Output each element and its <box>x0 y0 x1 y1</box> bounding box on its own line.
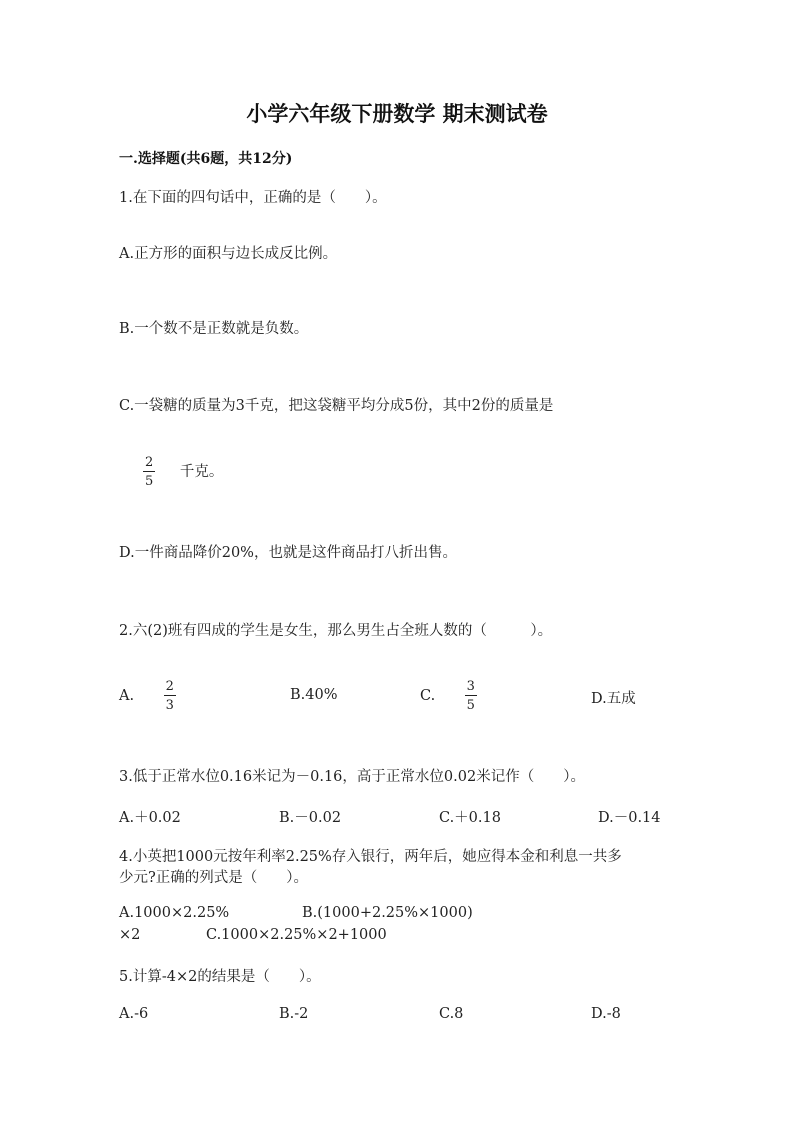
question-4-option-b: B.(1000+2.25%×1000) <box>302 905 473 921</box>
question-5-option-d: D.-8 <box>591 1006 621 1022</box>
question-3-option-c: C.＋0.18 <box>439 810 501 826</box>
fraction-denominator: 5 <box>466 698 475 713</box>
question-5-option-c: C.8 <box>439 1006 464 1022</box>
question-1-option-c-fraction-line <box>143 456 223 488</box>
fraction <box>164 680 176 712</box>
fraction <box>143 456 155 488</box>
question-3-option-a: A.＋0.02 <box>119 810 181 826</box>
option-label: A. <box>119 688 135 704</box>
question-4-option-b-continued: ×2 <box>119 927 141 943</box>
question-1-option-c-unit: 千克。 <box>179 464 224 480</box>
option-label: C. <box>420 688 436 704</box>
question-3-option-b: B.－0.02 <box>279 810 342 826</box>
question-1-option-b: B.一个数不是正数就是负数。 <box>119 321 309 337</box>
fraction <box>465 680 477 712</box>
question-3-stem: 3.低于正常水位0.16米记为－0.16，高于正常水位0.02米记作（ ）。 <box>119 769 585 785</box>
question-1-stem: 1.在下面的四句话中，正确的是（ ）。 <box>119 190 387 206</box>
question-5-option-a: A.-6 <box>119 1006 149 1022</box>
question-2-option-a <box>119 680 176 712</box>
question-2-stem: 2.六(2)班有四成的学生是女生，那么男生占全班人数的（ ）。 <box>119 623 553 639</box>
fraction-numerator: 2 <box>145 455 154 470</box>
question-3-option-d: D.－0.14 <box>598 810 661 826</box>
question-5-stem: 5.计算-4×2的结果是（ ）。 <box>119 969 321 985</box>
question-4-stem-line-2: 少元?正确的列式是（ ）。 <box>119 870 309 886</box>
fraction-numerator: 2 <box>165 679 174 694</box>
question-2-option-b: B.40% <box>290 687 338 703</box>
question-1-option-a: A.正方形的面积与边长成反比例。 <box>119 246 338 262</box>
question-5-option-b: B.-2 <box>279 1006 309 1022</box>
fraction-numerator: 3 <box>466 679 475 694</box>
question-4-option-c: C.1000×2.25%×2+1000 <box>206 927 387 943</box>
section-heading: 一.选择题(共6题，共12分) <box>119 151 293 167</box>
fraction-denominator: 5 <box>145 474 154 489</box>
question-2-option-c <box>420 680 477 712</box>
question-1-option-d: D.一件商品降价20%，也就是这件商品打八折出售。 <box>119 545 457 561</box>
fraction-denominator: 3 <box>165 698 174 713</box>
question-2-option-d: D.五成 <box>591 691 636 707</box>
page-title: 小学六年级下册数学 期末测试卷 <box>246 101 548 126</box>
question-1-option-c: C.一袋糖的质量为3千克，把这袋糖平均分成5份，其中2份的质量是 <box>119 398 554 414</box>
question-4-option-a: A.1000×2.25% <box>119 905 230 921</box>
question-4-stem-line-1: 4.小英把1000元按年利率2.25%存入银行，两年后，她应得本金和利息一共多 <box>119 849 622 865</box>
